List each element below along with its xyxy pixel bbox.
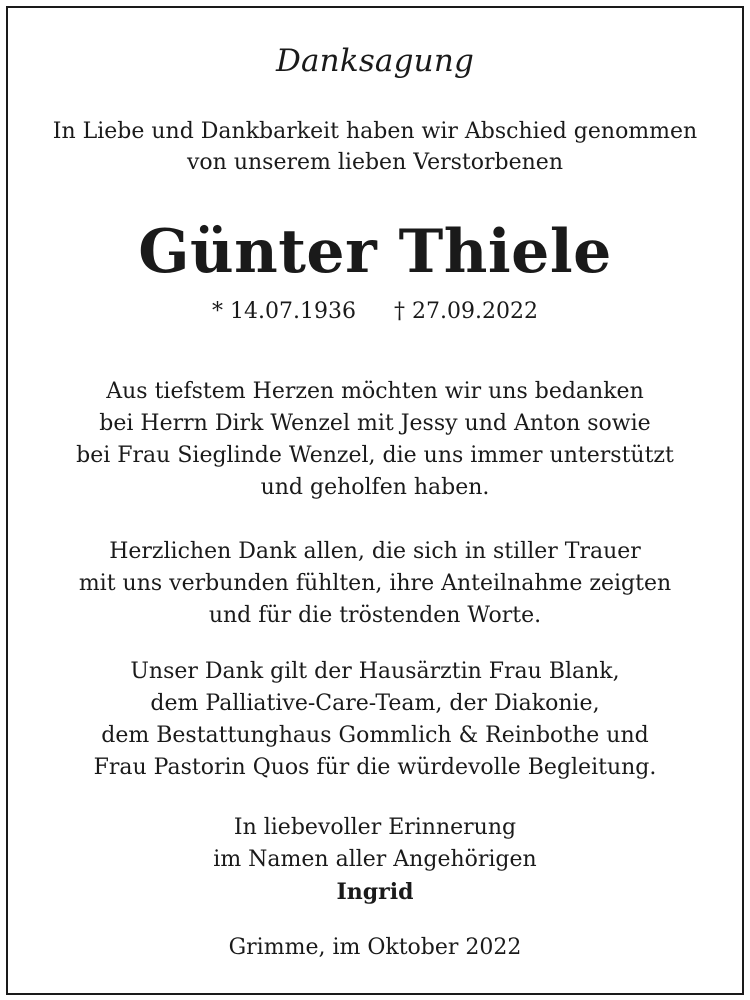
birth-date: * 14.07.1936 <box>212 299 356 324</box>
text-line: Aus tiefstem Herzen möchten wir uns bedanken <box>106 379 644 404</box>
text-line: und geholfen haben. <box>260 475 490 500</box>
life-dates <box>8 296 742 328</box>
text-line: dem Palliative-Care-Team, der Diakonie, <box>150 691 600 716</box>
text-line: dem Bestattunghaus Gommlich & Reinbothe und <box>101 723 649 748</box>
heading: Danksagung <box>275 43 475 79</box>
intro-line: von unserem lieben Verstorbenen <box>187 150 563 175</box>
signer-name: Ingrid <box>336 879 414 905</box>
text-line: Herzlichen Dank allen, die sich in stiller Trauer <box>109 539 641 564</box>
closing-line: In liebevoller Erinnerung <box>233 815 517 840</box>
text-line: mit uns verbunden fühlten, ihre Anteilnahme zeigten <box>78 571 672 596</box>
text-line: Frau Pastorin Quos für die würdevolle Begleitung. <box>93 755 657 780</box>
text-line: bei Frau Sieglinde Wenzel, die uns immer unterstützt <box>76 443 674 468</box>
place-date: Grimme, im Oktober 2022 <box>228 935 522 960</box>
thanks-paragraph-2 <box>8 536 742 632</box>
thanks-paragraph-3 <box>8 656 742 784</box>
text-line: Unser Dank gilt der Hausärztin Frau Blank, <box>130 659 620 684</box>
closing-block <box>8 812 742 908</box>
text-line: und für die tröstenden Worte. <box>208 603 542 628</box>
thanks-paragraph-1 <box>8 376 742 504</box>
obituary-card <box>6 6 744 995</box>
intro-text <box>8 116 742 178</box>
closing-line: im Namen aller Angehörigen <box>213 847 537 872</box>
intro-line: In Liebe und Dankbarkeit haben wir Abschied genommen <box>52 119 698 144</box>
deceased-name: Günter Thiele <box>138 217 612 287</box>
death-date: † 27.09.2022 <box>394 299 538 324</box>
text-line: bei Herrn Dirk Wenzel mit Jessy und Anton sowie <box>99 411 651 436</box>
